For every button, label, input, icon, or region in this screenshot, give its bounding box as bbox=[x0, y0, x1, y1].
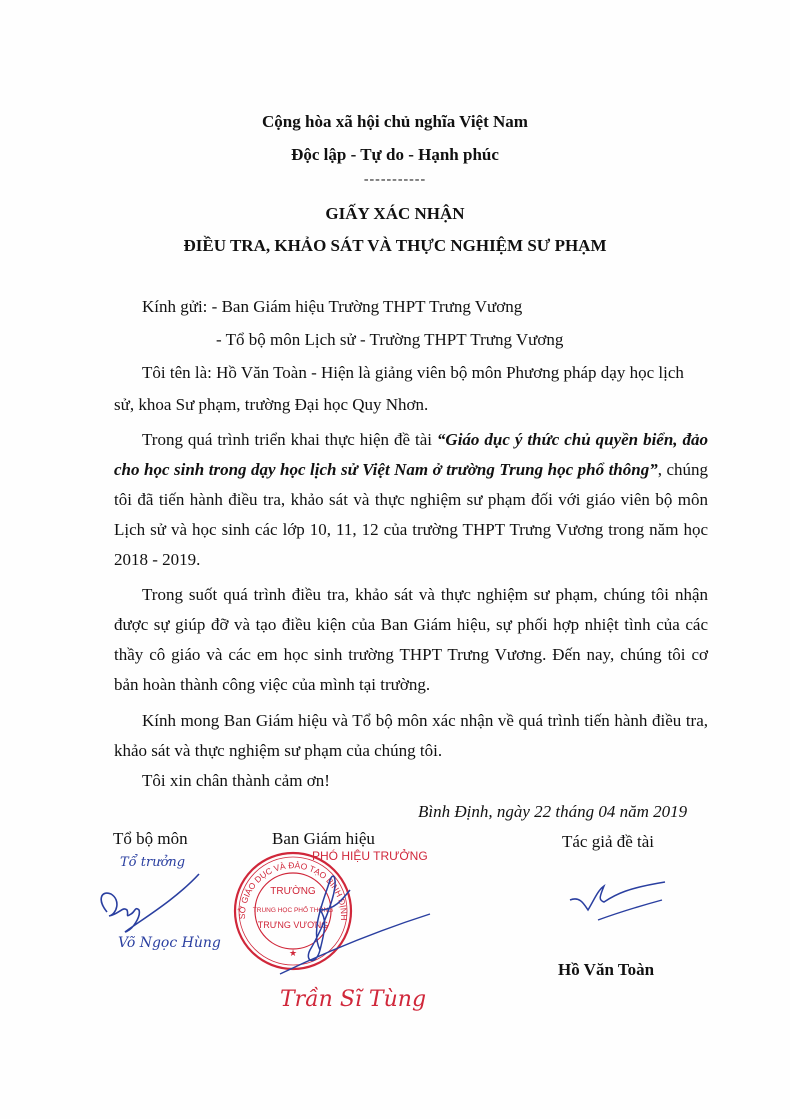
stamp-title: PHÓ HIỆU TRƯỞNG bbox=[312, 849, 428, 863]
paragraph-prefix: Trong quá trình triển khai thực hiện đề tài bbox=[142, 430, 437, 449]
author-signature-icon bbox=[570, 880, 670, 925]
department-signature-icon bbox=[95, 870, 205, 940]
document-subtitle: ĐIỀU TRA, KHẢO SÁT VÀ THỰC NGHIỆM SƯ PHẠM bbox=[183, 236, 607, 255]
department-label: Tổ bộ môn bbox=[113, 829, 188, 848]
board-signature-icon bbox=[280, 870, 440, 980]
paragraph-research-topic bbox=[114, 425, 708, 575]
recipients-label: Kính gửi: bbox=[142, 297, 208, 316]
document-title: GIẤY XÁC NHẬN bbox=[325, 204, 465, 223]
department-handwritten-name: Võ Ngọc Hùng bbox=[118, 935, 221, 951]
recipient-item: - Ban Giám hiệu Trường THPT Trưng Vương bbox=[211, 297, 523, 316]
department-handwritten-title: Tổ trưởng bbox=[120, 855, 186, 870]
author-label: Tác giả đề tài bbox=[562, 832, 655, 851]
svg-text:SỞ GIÁO DỤC VÀ ĐÀO TẠO BÌNH ĐỊ: SỞ GIÁO DỤC VÀ ĐÀO TẠO BÌNH ĐỊNH bbox=[236, 860, 350, 921]
paragraph-acknowledgement: Trong suốt quá trình điều tra, khảo sát và thực nghiệm sư phạm, chúng tôi nhận được sự giúp đỡ và tạo điều kiện của Ban Giám hiệu, sự phối hợp nhiệt tình của các thầy cô giáo và các em học sinh trường THPT Trưng Vương. Đến nay, chúng tôi cơ bản hoàn thành công việc của mình tại trường. bbox=[114, 585, 708, 694]
national-title: Cộng hòa xã hội chủ nghĩa Việt Nam bbox=[262, 112, 528, 131]
closing-line: Tôi xin chân thành cảm ơn! bbox=[142, 771, 330, 790]
header-divider: ----------- bbox=[363, 172, 427, 187]
paragraph-suffix: , chúng tôi đã tiến hành điều tra, khảo sát và thực nghiệm sư phạm đối với giáo viên bộ môn Lịch sử và học sinh các lớp 10, 11, 12 của trường THPT Trưng Vương trong năm học 2018 - 2019. bbox=[114, 460, 708, 569]
board-label: Ban Giám hiệu bbox=[272, 829, 375, 848]
svg-text:TRUNG HỌC PHỔ THÔNG: TRUNG HỌC PHỔ THÔNG bbox=[252, 907, 334, 914]
intro-line-1: Tôi tên là: Hồ Văn Toàn - Hiện là giảng viên bộ môn Phương pháp dạy học lịch bbox=[142, 363, 684, 382]
svg-text:TRƯỜNG: TRƯỜNG bbox=[270, 886, 316, 897]
svg-text:★: ★ bbox=[288, 948, 298, 958]
board-signed-name: Trần Sĩ Tùng bbox=[280, 987, 427, 1012]
national-motto: Độc lập - Tự do - Hạnh phúc bbox=[291, 145, 499, 164]
paragraph-request: Kính mong Ban Giám hiệu và Tổ bộ môn xác nhận về quá trình tiến hành điều tra, khảo sát và thực nghiệm sư phạm của chúng tôi. bbox=[114, 711, 708, 760]
recipient-item: - Tổ bộ môn Lịch sử - Trường THPT Trưng Vương bbox=[216, 330, 564, 349]
intro-line-2: sử, khoa Sư phạm, trường Đại học Quy Nhơn. bbox=[114, 395, 429, 414]
svg-text:TRƯNG VƯƠNG: TRƯNG VƯƠNG bbox=[257, 920, 329, 930]
author-name: Hồ Văn Toàn bbox=[558, 960, 655, 979]
research-topic-title: “Giáo dục ý thức chủ quyền biển, đảo cho học sinh trong dạy học lịch sử Việt Nam ở trường Trung học phổ thông” bbox=[114, 430, 708, 479]
date-line: Bình Định, ngày 22 tháng 04 năm 2019 bbox=[418, 802, 688, 821]
recipients-line-1 bbox=[142, 297, 522, 317]
